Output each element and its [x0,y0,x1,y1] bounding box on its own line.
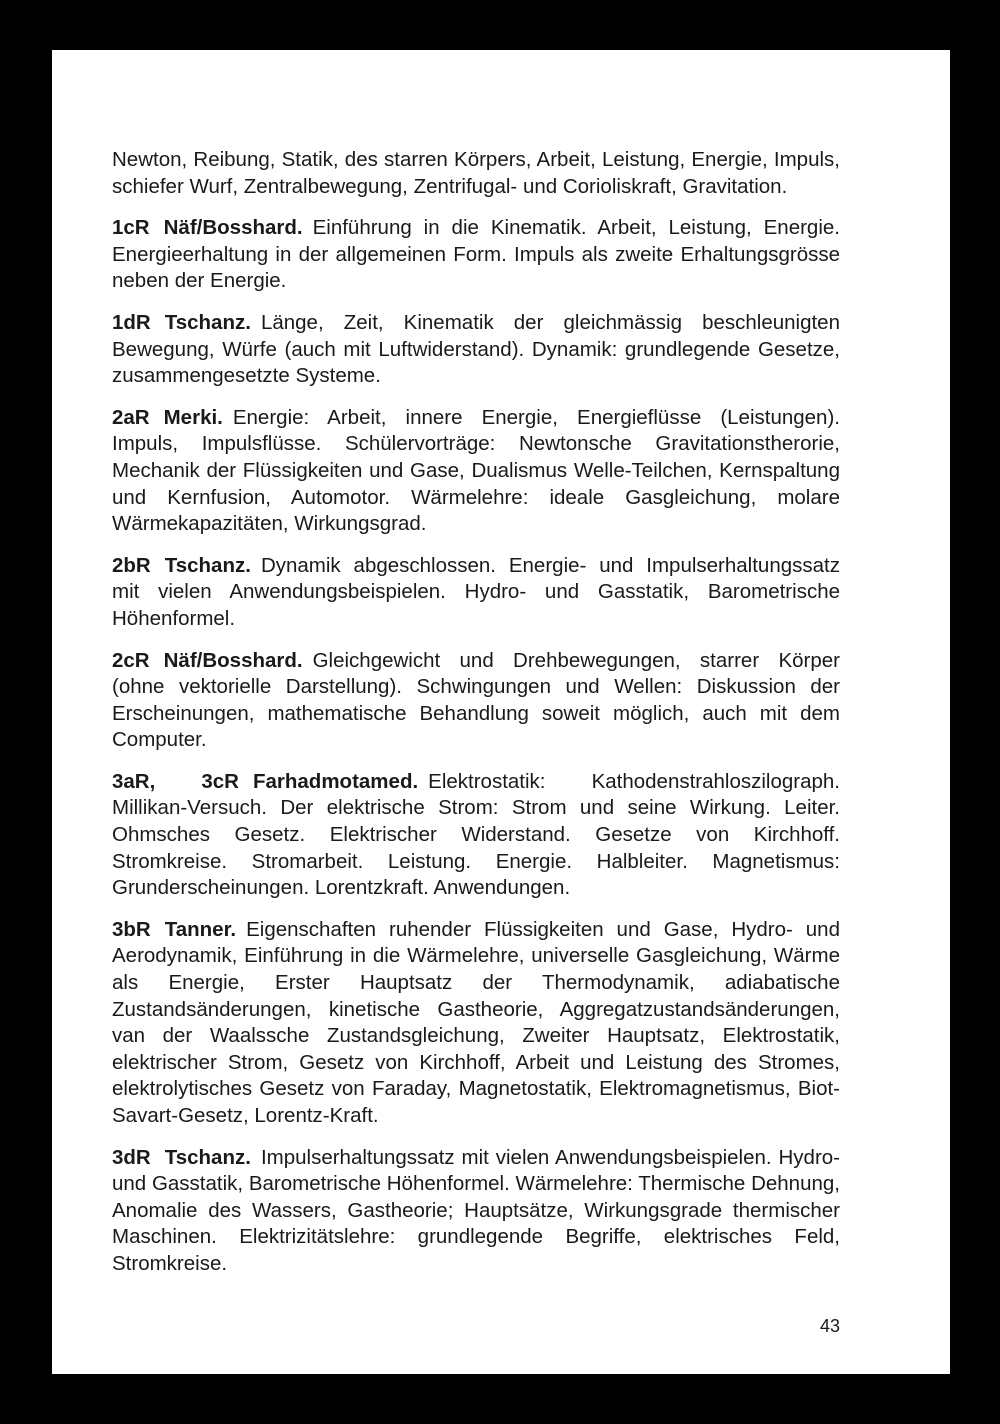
class-label: 2cR [112,648,150,672]
document-page [52,50,950,1374]
intro-paragraph: Newton, Reibung, Statik, des starren Körpers, Arbeit, Leistung, Energie, Impuls, schiefer Wurf, Zentralbewegung, Zentrifugal- und Corioliskraft, Gravitation. [112,148,840,198]
teacher-name: Farhadmotamed. [252,769,419,793]
class-label: 2aR [112,405,150,429]
entry-text: Eigenschaften ruhender Flüssigkeiten und Gase, Hydro- und Aerodynamik, Einführung in die Wärmelehre, universelle Gasgleichung, Wärme als Energie, Erster Hauptsatz der Thermodynamik, adiabatische Zustandsänderungen, kinetische Gastheorie, Aggregatzustandsänderungen, van der Waalssche Zustandsgleichung, Zweiter Hauptsatz, Elektrostatik, elektrischer Strom, Gesetz von Kirchhoff, Arbeit und Leistung des Stromes, elektrolytisches Gesetz von Faraday, Magnetostatik, Elektromagnetismus, Biot-Savart-Gesetz, Lorentz-Kraft. [112,917,840,1127]
entry-3dR [112,1145,840,1278]
teacher-name: Näf/Bosshard. [163,648,303,672]
entry-3aR-3cR [112,769,840,902]
entry-1dR [112,310,840,390]
entry-text: Einführung in die Kinematik. Arbeit, Leistung, Energie. Energieerhaltung in der allgemeinen Form. Impuls als zweite Erhaltungsgrösse neben der Energie. [112,216,840,293]
page-number: 43 [819,1316,840,1336]
entry-text: Impulserhaltungssatz mit vielen Anwendungsbeispielen. Hydro- und Gasstatik, Barometrische Höhenformel. Wärmelehre: Thermische Dehnung, Anomalie des Wassers, Gastheorie; Hauptsätze, Wirkungsgrade thermischer Maschinen. Elektrizitätslehre: grundlegende Begriffe, elektrisches Feld, Stromkreise. [112,1145,840,1275]
entry-text: Länge, Zeit, Kinematik der gleichmässig beschleunigten Bewegung, Würfe (auch mit Luftwiderstand). Dynamik: grundlegende Gesetze, zusammengesetzte Systeme. [112,310,840,388]
teacher-name: Tschanz. [164,1145,251,1169]
entry-text: Energie: Arbeit, innere Energie, Energieflüsse (Leistungen). Impuls, Impulsflüsse. Schülervorträge: Newtonsche Gravitationstherorie, Mechanik der Flüssigkeiten und Gase, Dualismus Welle-Teilchen, Kernspaltung und Kernfusion, Automotor. Wärmelehre: ideale Gasgleichung, molare Wärmekapazitäten, Wirkungsgrad. [112,405,840,536]
class-label: 3dR [112,1145,151,1169]
teacher-name: Näf/Bosshard. [163,216,303,240]
class-label: 2bR [112,553,151,577]
teacher-name: Merki. [163,405,223,429]
class-label: 1dR [112,310,151,334]
class-label: 3bR [112,917,151,941]
teacher-name: Tschanz. [164,553,251,577]
class-label: 3aR, 3cR [112,769,239,793]
entry-1cR [112,215,840,295]
class-label: 1cR [112,216,150,240]
entry-text: Gleichgewicht und Drehbewegungen, starrer Körper (ohne vektorielle Darstellung). Schwingungen und Wellen: Diskussion der Erscheinungen, mathematische Behandlung soweit möglich, auch mit dem Computer. [112,648,840,752]
entry-2aR [112,405,840,538]
entry-3bR [112,917,840,1130]
entry-2cR [112,648,840,754]
teacher-name: Tanner. [164,917,237,941]
page-content [112,147,840,1293]
entry-2bR [112,553,840,633]
entry-text: Dynamik abgeschlossen. Energie- und Impulserhaltungssatz mit vielen Anwendungsbeispielen. Hydro- und Gasstatik, Barometrische Höhenformel. [112,553,840,630]
teacher-name: Tschanz. [164,310,251,334]
entry-text: Elektrostatik: Kathodenstrahloszilograph. Millikan-Versuch. Der elektrische Strom: Strom und seine Wirkung. Leiter. Ohmsches Gesetz. Elektrischer Widerstand. Gesetze von Kirchhoff. Stromkreise. Stromarbeit. Leistung. Energie. Halbleiter. Magnetismus: Grunderscheinungen. Lorentzkraft. Anwendungen. [112,769,841,900]
